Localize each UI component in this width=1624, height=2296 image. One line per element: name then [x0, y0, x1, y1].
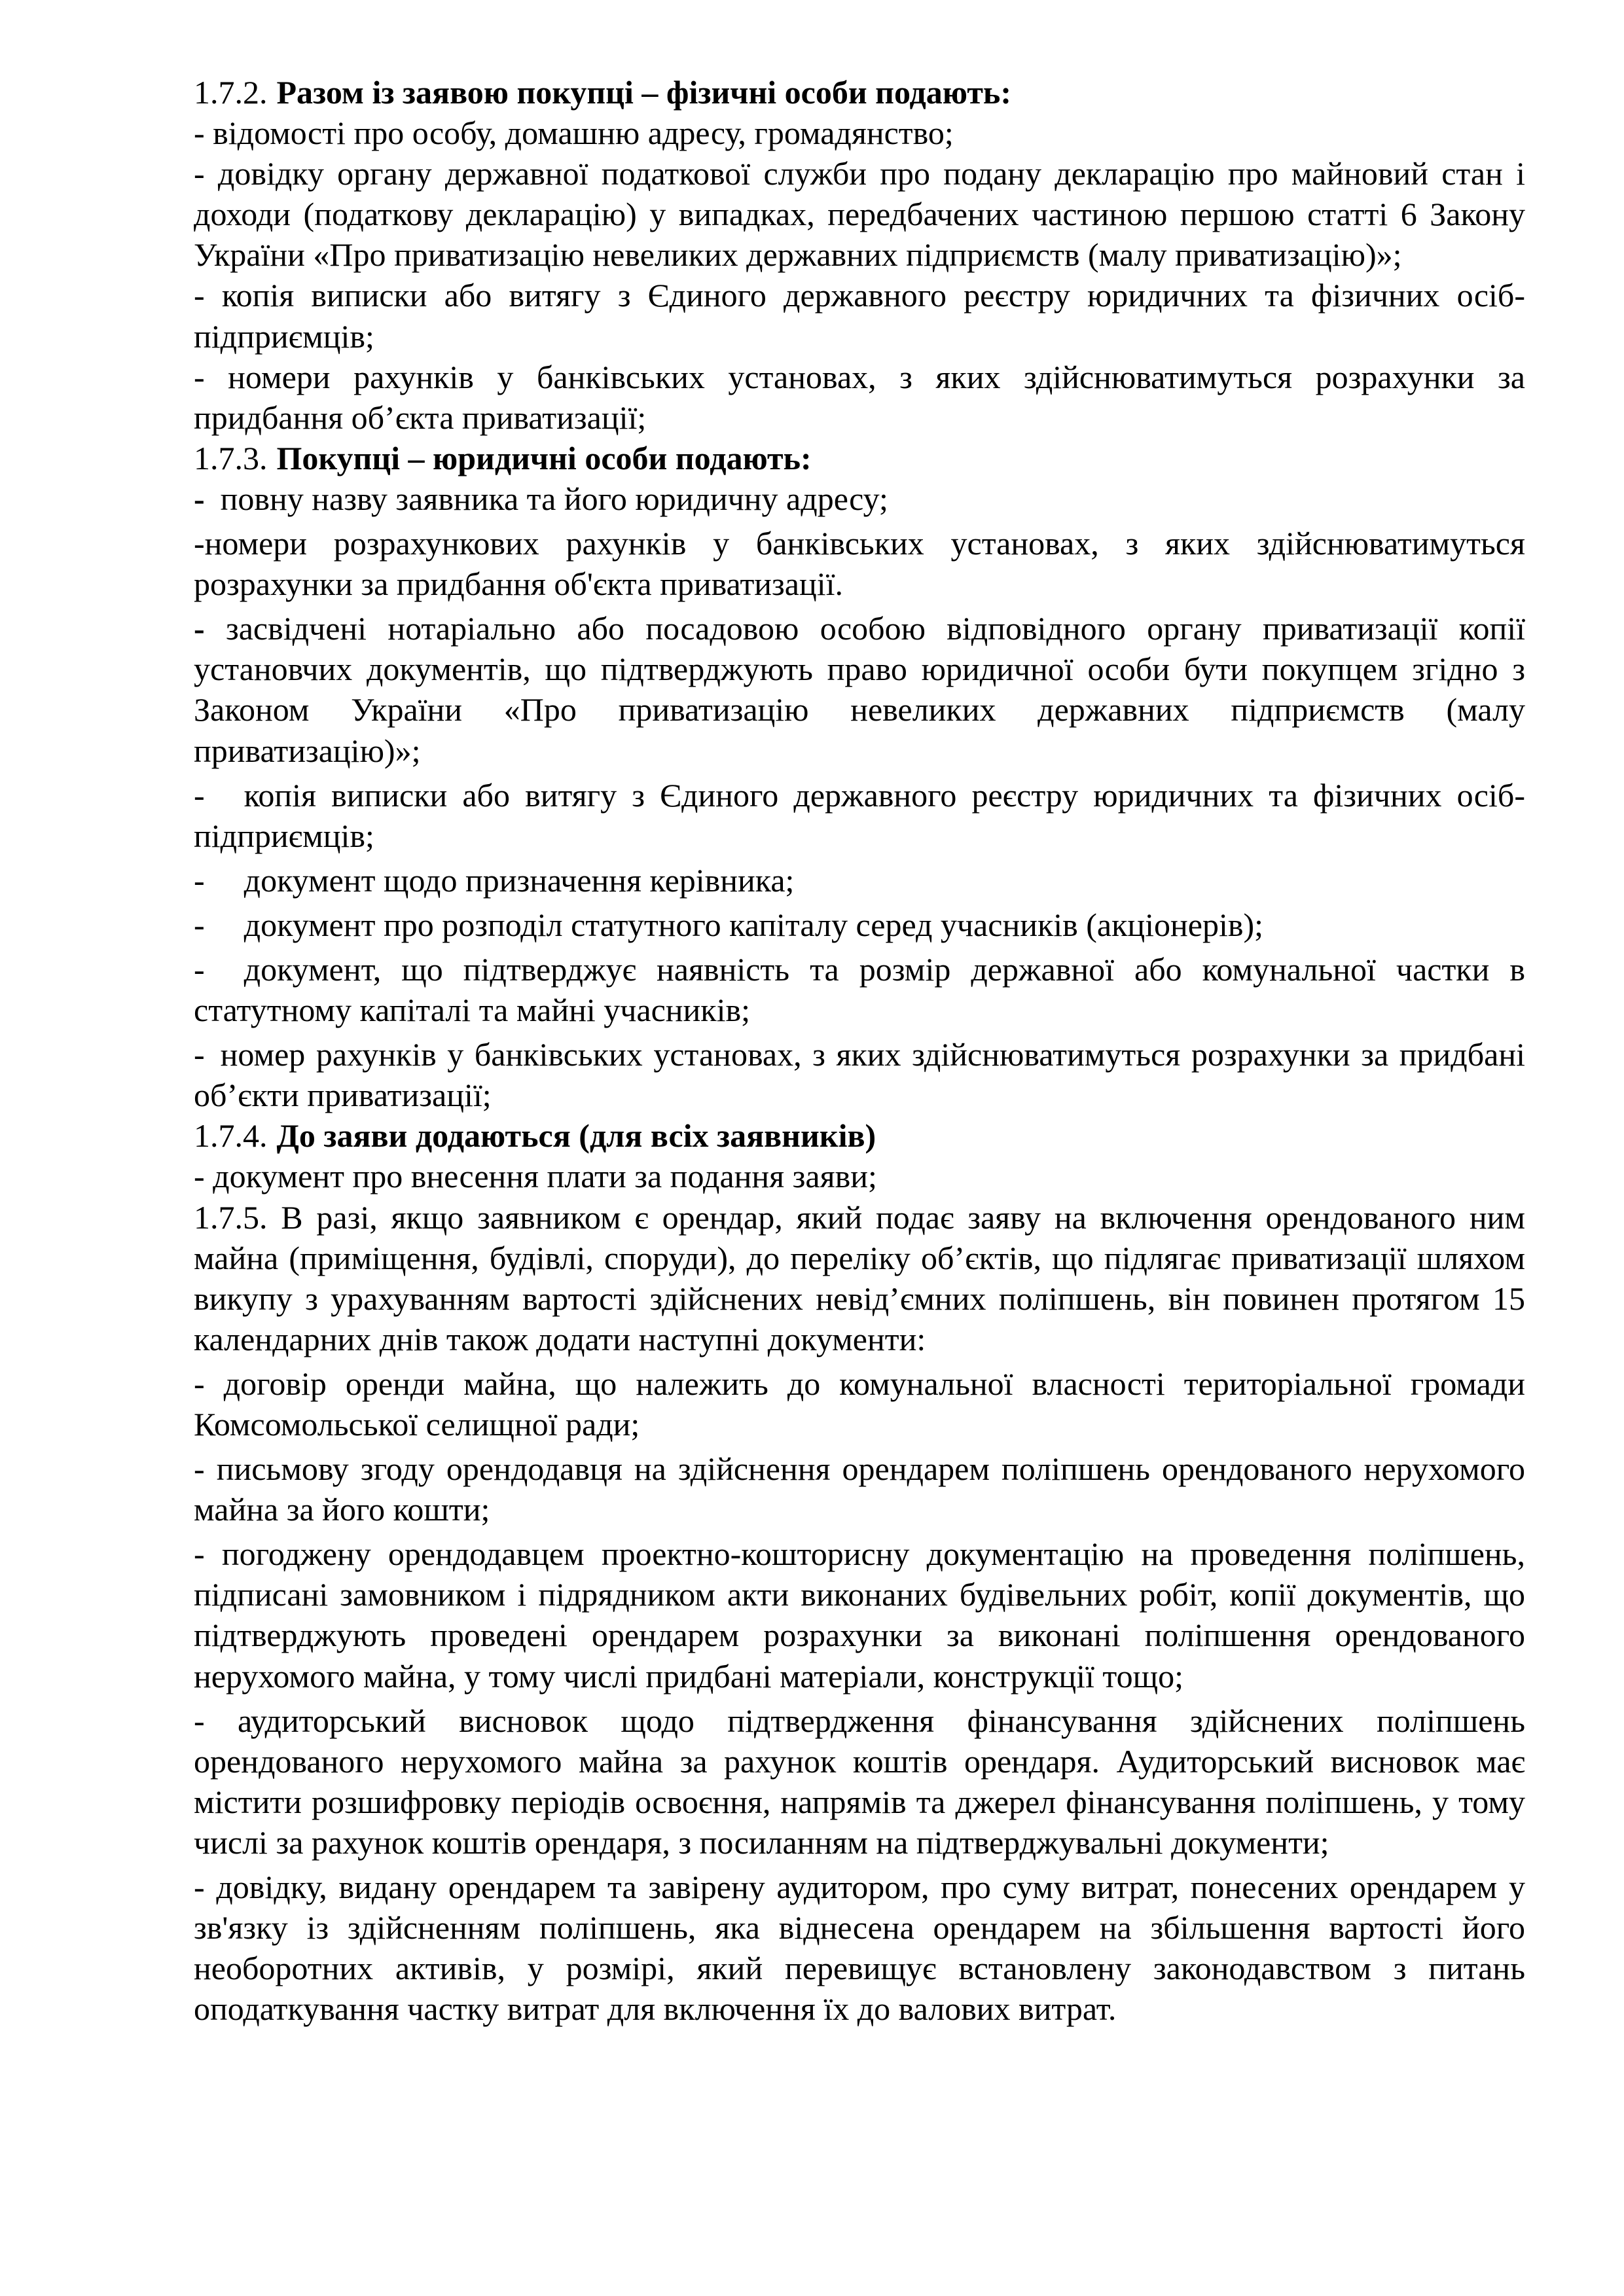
list-dash: -: [194, 950, 205, 988]
document-page: [194, 72, 1525, 2029]
list-dash: -: [194, 480, 205, 517]
section-title: Разом із заявою покупці – фізичні особи подають:: [276, 74, 1012, 111]
list-item: - договір оренди майна, що належить до комунальної власності територіальної громади Комсомольської селищної ради;: [194, 1365, 1525, 1443]
list-item: - копія виписки або витягу з Єдиного державного реєстру юридичних та фізичних осіб-підприємців;: [194, 277, 1525, 355]
list-item: - довідку, видану орендарем та завірену аудитором, про суму витрат, понесених орендарем у зв'язку із здійсненням поліпшень, яка віднесена орендарем на збільшення вартості його необоротних активів, у розмірі, який перевищує встановлену законодавством з питань оподаткування частку витрат для включення їх до валових витрат.: [194, 1869, 1525, 2028]
section-number: 1.7.4.: [194, 1117, 268, 1155]
list-item: [194, 775, 1525, 856]
list-item-text: засвідчені нотаріально або посадовою особою відповідного органу приватизації копії установчих документів, що підтверджують право юридичної особи бути покупцем згідно з Законом України «Про приватизацію невеликих державних підприємств (малу приватизацію)»;: [194, 610, 1526, 769]
list-item: - відомості про особу, домашню адресу, громадянство;: [194, 115, 954, 152]
list-item: [194, 905, 1525, 945]
section-number: 1.7.5.: [194, 1198, 268, 1236]
list-item: - номери рахунків у банківських установах, з яких здійснюватимуться розрахунки за придбання об’єкта приватизації;: [194, 358, 1525, 436]
section-title: До заяви додаються (для всіх заявників): [276, 1117, 876, 1155]
list-item: [194, 478, 1525, 519]
list-dash: -: [194, 610, 205, 647]
section-1-7-5-intro: [194, 1197, 1525, 1359]
list-item: - письмову згоду орендодавця на здійснення орендарем поліпшень орендованого нерухомого майна за його кошти;: [194, 1450, 1525, 1528]
list-item: - погоджену орендодавцем проектно-кошторисну документацію на проведення поліпшень, підписані замовником і підрядником акти виконаних будівельних робіт, копії документів, що підтверджують проведені орендарем розрахунки за виконані поліпшення орендованого нерухомого майна, у тому числі придбані матеріали, конструкції тощо;: [194, 1535, 1525, 1695]
list-item: [194, 860, 1525, 901]
list-dash: -: [194, 906, 205, 943]
list-item: -номери розрахункових рахунків у банківських установах, з яких здійснюватимуться розрахунки за придбання об'єкта приватизації.: [194, 525, 1525, 603]
section-1-7-4-heading: [194, 1115, 1525, 1156]
list-dash: -: [194, 1036, 205, 1073]
list-dash: -: [194, 861, 205, 899]
list-item-text: документ про розподіл статутного капіталу серед учасників (акціонерів);: [244, 906, 1264, 943]
section-number: 1.7.2.: [194, 74, 268, 111]
list-item: [194, 608, 1525, 770]
list-item: [194, 1034, 1525, 1115]
section-number: 1.7.3.: [194, 439, 268, 476]
list-item: - довідку органу державної податкової служби про подану декларацію про майновий стан і доходи (податкову декларацію) у випадках, передбачених частиною першою статті 6 Закону України «Про приватизацію невеликих державних підприємств (малу приватизацію)»;: [194, 155, 1525, 274]
section-1-7-2-heading: [194, 72, 1525, 113]
section-1-7-3-heading: [194, 438, 1525, 478]
list-item-text: копія виписки або витягу з Єдиного державного реєстру юридичних та фізичних осіб-підприємців;: [194, 776, 1525, 854]
list-item-text: документ щодо призначення керівника;: [244, 861, 795, 899]
list-item: - аудиторський висновок щодо підтвердження фінансування здійснених поліпшень орендованого нерухомого майна за рахунок коштів орендаря. Аудиторський висновок має містити розшифровку періодів освоєння, напрямів та джерел фінансування поліпшень, у тому числі за рахунок коштів орендаря, з посиланням на підтверджувальні документи;: [194, 1702, 1525, 1861]
list-item: - документ про внесення плати за подання заяви;: [194, 1158, 877, 1195]
section-intro-text: В разі, якщо заявником є орендар, який подає заяву на включення орендованого ним майна (приміщення, будівлі, споруди), до переліку об’єктів, що підлягає приватизації шляхом викупу з урахуванням вартості здійснених невід’ємних поліпшень, він повинен протягом 15 календарних днів також додати наступні документи:: [194, 1198, 1525, 1357]
list-item-text: документ, що підтверджує наявність та розмір державної або комунальної частки в статутному капіталі та майні учасників;: [194, 950, 1525, 1029]
list-dash: -: [194, 776, 205, 814]
section-title: Покупці – юридичні особи подають:: [276, 439, 812, 476]
list-item-text: повну назву заявника та його юридичну адресу;: [220, 480, 888, 517]
list-item: [194, 949, 1525, 1030]
list-item-text: номер рахунків у банківських установах, з яких здійснюватимуться розрахунки за придбані об’єкти приватизації;: [194, 1036, 1525, 1114]
